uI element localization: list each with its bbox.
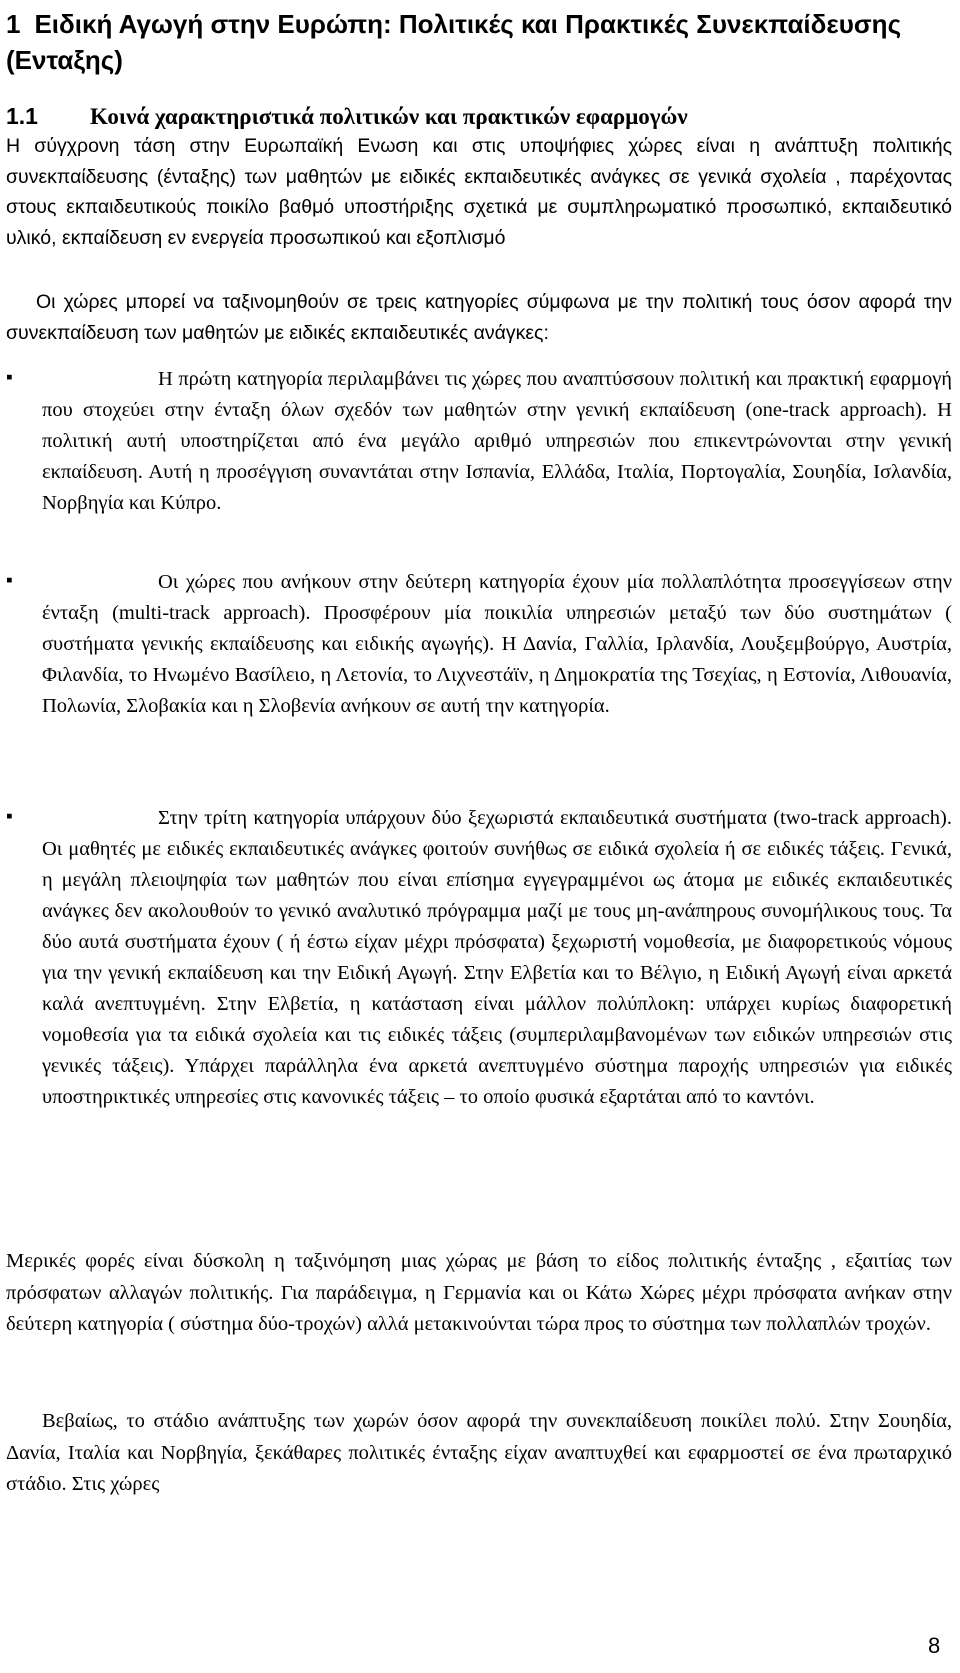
chapter-number: 1 [6, 9, 21, 39]
section-title: Κοινά χαρακτηριστικά πολιτικών και πρακτικών εφαρμογών [89, 104, 688, 129]
bullet-item-text: Στην τρίτη κατηγορία υπάρχουν δύο ξεχωριστά εκπαιδευτικά συστήματα (two-track approach). Οι μαθητές με ειδικές εκπαιδευτικές ανάγκες φοιτούν συνήθως σε ειδικά σχολεία ή σε ειδικές τάξεις. Γενικά, η μεγάλη πλειοψηφία των μαθητών που είναι επίσημα εγγεγραμμένοι ως άτομα με ειδικές εκπαιδευτικές ανάγκες δεν ακολουθούν το γενικό αναλυτικό πρόγραμμα μαζί με τους μη-ανάπηρους συνομήλικους τους. Τα δύο αυτά συστήματα έχουν ( ή έστω είχαν μέχρι πρόσφατα) ξεχωριστή νομοθεσία, με διαφορετικούς νόμους για την γενική εκπαίδευση και την Ειδική Αγωγή. Στην Ελβετία και το Βέλγιο, η Ειδική Αγωγή είναι αρκετά καλά ανεπτυγμένη. Στην Ελβετία, η κατάσταση είναι μάλλον πολύπλοκη: υπάρχει κυρίως διαφορετική νομοθεσία για τα ειδικά σχολεία και τις ειδικές τάξεις (συμπεριλαμβανομένων των ειδικών υπηρεσιών στις γενικές τάξεις). Υπάρχει παράλληλα ένα αρκετά ανεπτυγμένο σύστημα παροχής υπηρεσιών για ειδικές υποστηρικτικές υπηρεσίες στις κανονικές τάξεις – το οποίο φυσικά εξαρτάται από το καντόνι. [42, 807, 952, 1108]
categories-intro-paragraph: Οι χώρες μπορεί να ταξινομηθούν σε τρεις κατηγορίες σύμφωνα με την πολιτική τους όσον αφορά την συνεκπαίδευση των μαθητών με ειδικές εκπαιδευτικές ανάγκες: [6, 291, 952, 344]
bullet-item-first-category [42, 364, 952, 519]
bullet-marker: ▪ [6, 570, 13, 591]
development-stage-paragraph: Βεβαίως, το στάδιο ανάπτυξης των χωρών όσον αφορά την συνεκπαίδευση ποικίλει πολύ. Στην Σουηδία, Δανία, Ιταλία και Νορβηγία, ξεκάθαρες πολιτικές ένταξης είχαν αναπτυχθεί και εφαρμοστεί σε ένα πρωταρχικό στάδιο. Στις χώρες [6, 1410, 952, 1495]
bullet-marker: ▪ [6, 806, 13, 827]
section-number: 1.1 [6, 103, 38, 129]
section-heading [6, 102, 926, 131]
intro-paragraph: Η σύγχρονη τάση στην Ευρωπαϊκή Ενωση και στις υποψήφιες χώρες είναι η ανάπτυξη πολιτικής συνεκπαίδευσης (ένταξης) των μαθητών με ειδικές εκπαιδευτικές ανάγκες σε γενικά σχολεία , παρέχοντας στους εκπαιδευτικούς ποικίλο βαθμό υποστήριξης σχετικά με συμπληρωματικό προσωπικό, εκπαιδευτικό υλικό, εκπαίδευση εν ενεργεία προσωπικού και εξοπλισμό [6, 135, 952, 249]
classification-paragraph: Μερικές φορές είναι δύσκολη η ταξινόμηση μιας χώρας με βάση το είδος πολιτικής ένταξης , εξαιτίας των πρόσφατων αλλαγών πολιτικής. Για παράδειγμα, η Γερμανία και οι Κάτω Χώρες μέχρι πρόσφατα ανήκαν στην δεύτερη κατηγορία ( σύστημα δύο-τροχών) αλλά μετακινούνται τώρα προς το σύστημα των πολλαπλών τροχών. [6, 1250, 952, 1335]
bullet-item-text: Οι χώρες που ανήκουν στην δεύτερη κατηγορία έχουν μία πολλαπλότητα προσεγγίσεων στην ένταξη (multi-track approach). Προσφέρουν μία ποικιλία υπηρεσιών μεταξύ των δύο συστημάτων ( συστήματα γενικής εκπαίδευσης και ειδικής αγωγής). Η Δανία, Γαλλία, Ιρλανδία, Λουξεμβούργο, Αυστρία, Φιλανδία, το Ηνωμένο Βασίλειο, η Λετονία, το Λιχνεστάϊν, η Δημοκρατία της Τσεχίας, η Εστονία, Λιθουανία, Πολωνία, Σλοβακία και η Σλοβενία ανήκουν σε αυτή την κατηγορία. [42, 571, 952, 717]
chapter-title: Ειδική Αγωγή στην Ευρώπη: Πολιτικές και Πρακτικές Συνεκπαίδευσης (Ενταξης) [6, 9, 902, 75]
bullet-item-third-category [42, 803, 952, 1113]
bullet-item-second-category [42, 567, 952, 722]
chapter-heading [6, 6, 926, 78]
bullet-item-text: Η πρώτη κατηγορία περιλαμβάνει τις χώρες που αναπτύσσουν πολιτική και πρακτική εφαρμογή που στοχεύει στην ένταξη όλων σχεδόν των μαθητών στην γενική εκπαίδευση (one-track approach). Η πολιτική αυτή υποστηρίζεται από ένα μεγάλο αριθμό υπηρεσιών που επικεντρώνονται στην γενική εκπαίδευση. Αυτή η προσέγγιση συναντάται στην Ισπανία, Ελλάδα, Ιταλία, Πορτογαλία, Σουηδία, Ισλανδία, Νορβηγία και Κύπρο. [42, 368, 952, 514]
page-number: 8 [928, 1633, 941, 1658]
bullet-marker: ▪ [6, 367, 13, 388]
